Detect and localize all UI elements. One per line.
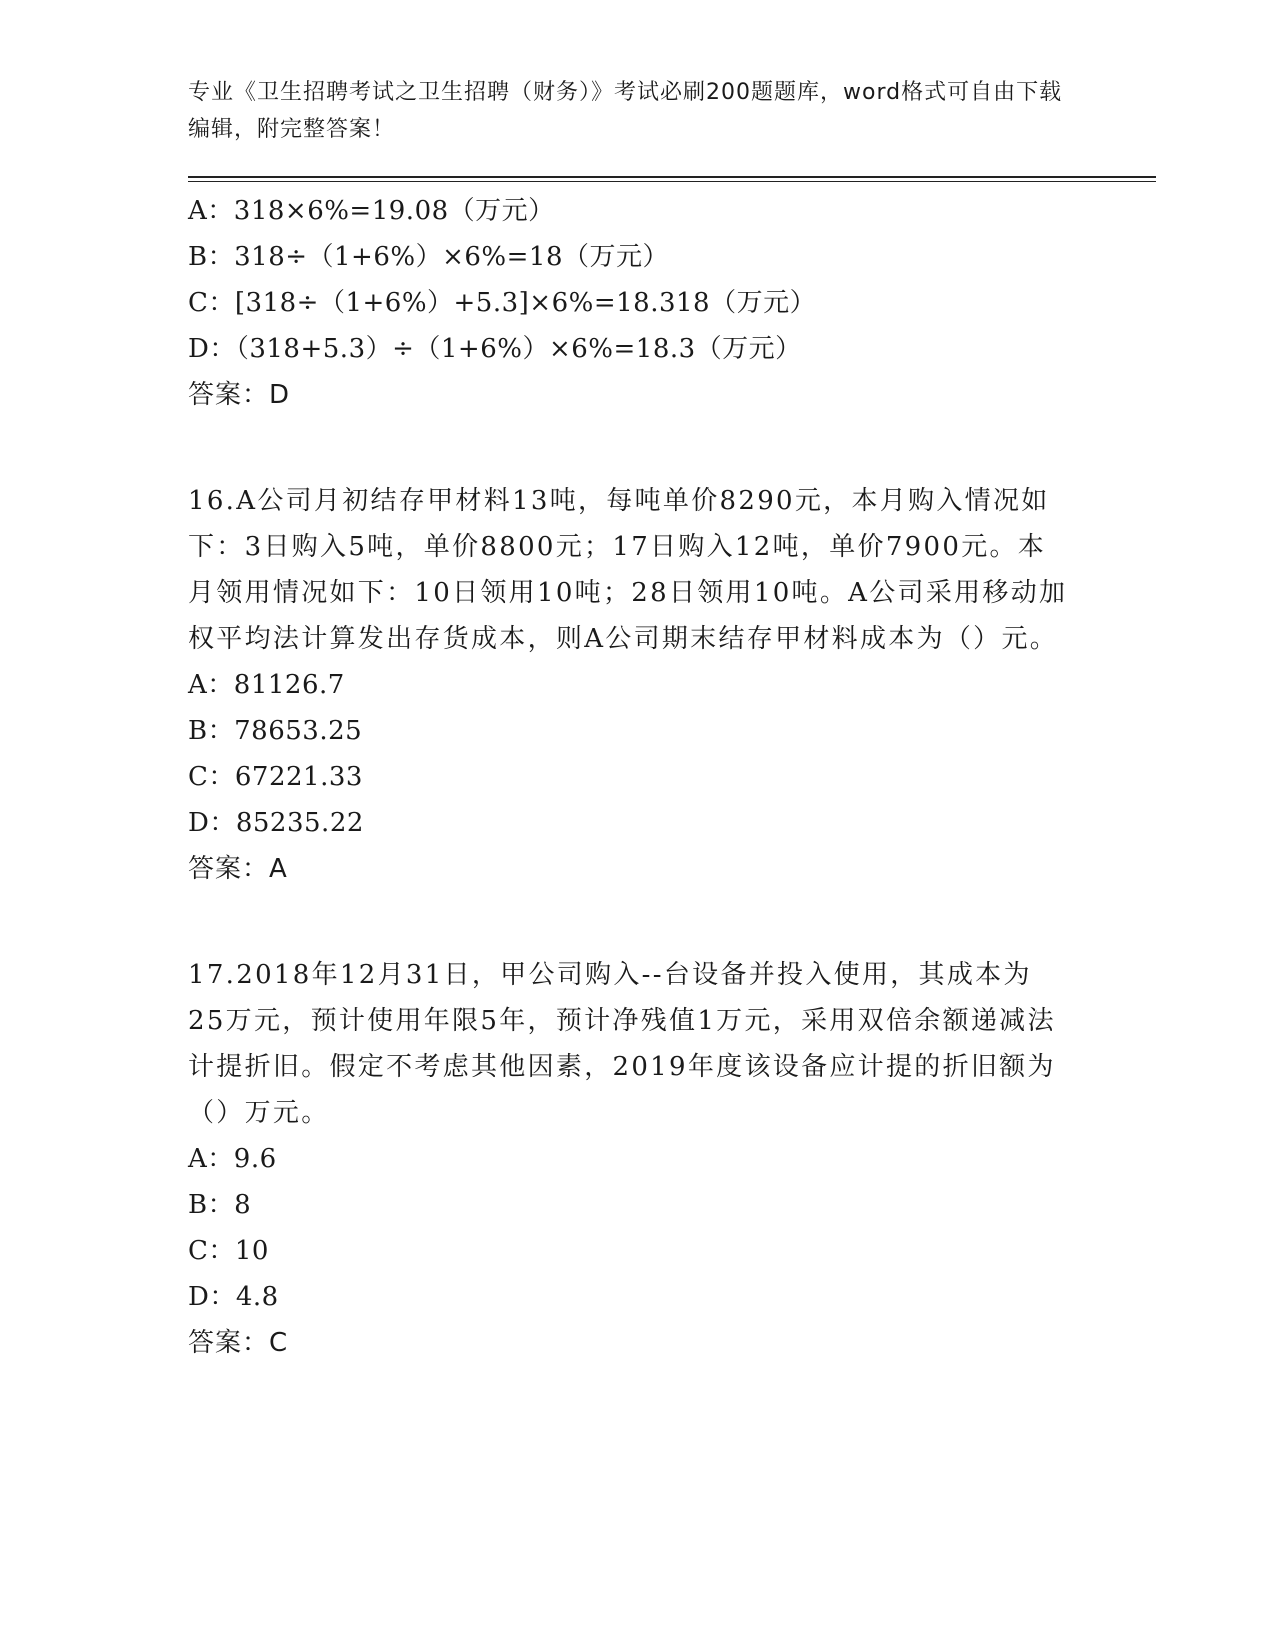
option-c: C：10 (188, 1236, 269, 1266)
question-16 (188, 478, 1088, 892)
option-a: A：318×6%=19.08（万元） (188, 196, 555, 226)
option-c: C：[318÷（1+6%）+5.3]×6%=18.318（万元） (188, 288, 817, 318)
answer-line: 答案：A (188, 854, 288, 884)
option-c: C：67221.33 (188, 762, 363, 792)
answer-line: 答案：D (188, 380, 291, 410)
question-15 (188, 188, 1088, 418)
header-rule-thin (188, 181, 1156, 182)
option-b: B：8 (188, 1190, 252, 1220)
option-a: A：81126.7 (188, 670, 345, 700)
option-d: D：（318+5.3）÷（1+6%）×6%=18.3（万元） (188, 334, 802, 364)
option-b: B：318÷（1+6%）×6%=18（万元） (188, 242, 669, 272)
answer-line: 答案：C (188, 1328, 289, 1358)
question-17 (188, 952, 1088, 1366)
spacer (188, 418, 1088, 478)
question-text: 17.2018年12月31日，甲公司购入--台设备并投入使用，其成本为25万元，预计使用年限5年，预计净残值1万元，采用双倍余额递减法计提折旧。假定不考虑其他因素，2019年度该设备应计提的折旧额为（）万元。 (188, 960, 1056, 1128)
document-header: 专业《卫生招聘考试之卫生招聘（财务）》考试必刷200题题库，word格式可自由下载编辑，附完整答案！ (188, 80, 1063, 142)
question-list (188, 188, 1088, 1366)
spacer (188, 892, 1088, 952)
header-rule-thick (188, 176, 1156, 178)
option-b: B：78653.25 (188, 716, 363, 746)
option-d: D：4.8 (188, 1282, 279, 1312)
option-d: D：85235.22 (188, 808, 364, 838)
question-text: 16.A公司月初结存甲材料13吨，每吨单价8290元，本月购入情况如下：3日购入5吨，单价8800元；17日购入12吨，单价7900元。本月领用情况如下：10日领用10吨；28日领用10吨。A公司采用移动加权平均法计算发出存货成本，则A公司期末结存甲材料成本为（）元。 (188, 486, 1068, 654)
option-a: A：9.6 (188, 1144, 277, 1174)
